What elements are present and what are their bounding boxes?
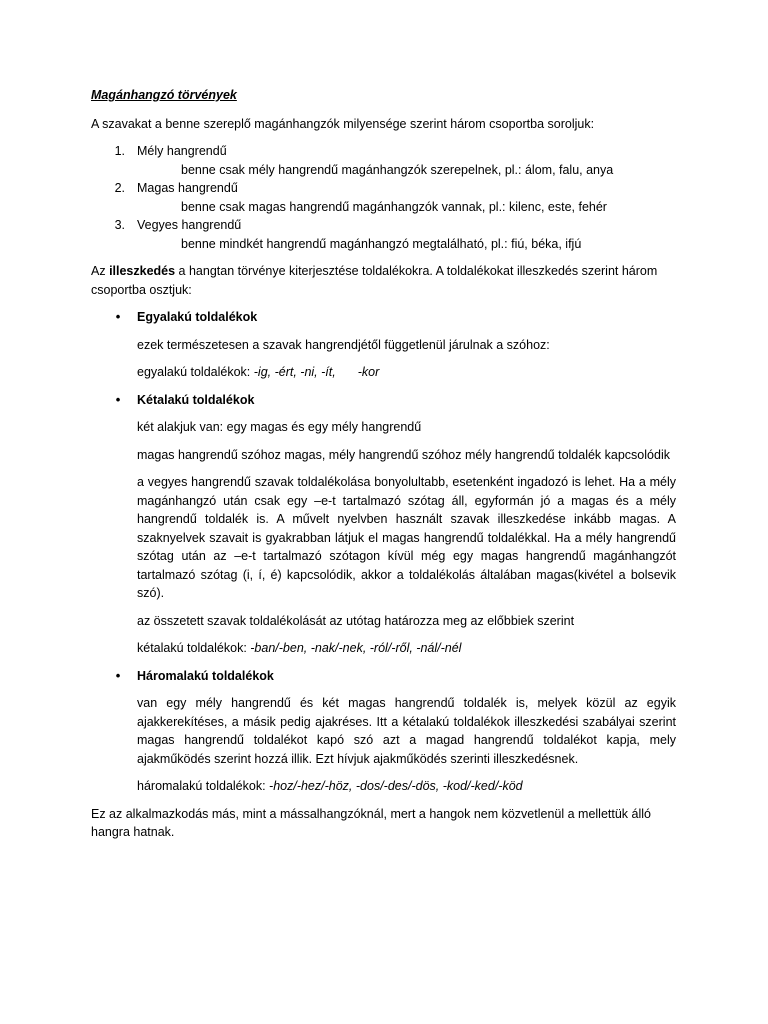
example-label: kétalakú toldalékok: [137,641,251,655]
example-suffixes: -ban/-ben, -nak/-nek, -ról/-ről, -nál/-nél [250,641,462,655]
list-item-description: benne csak mély hangrendű magánhangzók szerepelnek, pl.: álom, falu, anya [181,162,614,177]
illeszkedes-pre: Az [91,264,110,278]
section-heading [91,667,676,686]
ketalaku-example [91,639,676,658]
bullet-icon: • [115,309,121,324]
section-ketalaku [91,391,676,410]
list-item [91,216,676,253]
section-heading [91,308,676,327]
list-item-label: Magas hangrendű [137,181,238,195]
ketalaku-rule: magas hangrendű szóhoz magas, mély hangrendű szóhoz mély hangrendű toldalék kapcsolódik [137,447,670,462]
example-label: háromalakú toldalékok: [137,779,270,793]
section-heading-text: Egyalakú toldalékok [137,310,258,324]
list-item [91,142,676,179]
example-label: egyalakú toldalékok: [137,365,254,379]
example-suffixes-extra: -kor [357,365,380,379]
list-number: 2. [114,181,125,195]
section-heading-text: Háromalakú toldalékok [137,668,274,683]
ketalaku-compound-rule: az összetett szavak toldalékolását az utótag határozza meg az előbbiek szerint [137,613,575,628]
document-body [91,86,676,851]
list-item [91,179,676,216]
illeszkedes-paragraph [91,262,676,299]
numbered-list [91,142,676,253]
section-haromalaku [91,667,676,686]
egyalaku-example [91,363,676,382]
ketalaku-mixed-rule: a vegyes hangrendű szavak toldalékolása bonyolultabb, esetenként ingadozó is lehet. Ha a mély magánhangzó után csak egy –e-t tartalmazó szótag áll, egyformán jó a magas és a mély hangrendű toldalék is. A művelt nyelvben használt szavak illeszkedése inkább magas. A szaknyelvek szavait is gyakrabban látjuk el magas hangrendű toldalékkal. Ha a mély hangrendű szótag után az –e-t tartalmazó szótagon kívül még egy magas hangrendű magánhangzót tartalmazó szótag (i, í, é) kapcsolódik, akkor a toldalékolás általában magas(kivétel a bolsevik szó). [137,475,676,600]
closing-paragraph: Ez az alkalmazkodás más, mint a mássalhangzóknál, mert a hangok nem közvetlenül a mellettük álló hangra hatnak. [91,806,651,839]
illeszkedes-term: illeszkedés [109,264,176,278]
list-number: 1. [114,144,125,158]
bullet-icon: • [115,391,121,407]
list-item-description: benne mindkét hangrendű magánhangzó megtalálható, pl.: fiú, béka, ifjú [181,236,582,251]
list-item-label: Vegyes hangrendű [137,218,242,232]
haromalaku-description: van egy mély hangrendű és két magas hangrendű toldalék is, melyek közül az egyik ajakkerekítéses, a másik pedig ajakréses. Itt a kétalakú toldalékok illeszkedési szabályai szerint magas hangrendű toldalékot kapó szó azt a magad hangrendű toldalékot kapja, mely ajakműködés szerint hozzá illik. Ezt hívjuk ajakműködés szerinti illeszkedésnek. [137,696,676,766]
ketalaku-description: két alakjuk van: egy magas és egy mély hangrendű [137,420,422,434]
haromalaku-example [91,777,676,796]
illeszkedes-post: a hangtan törvénye kiterjesztése toldalékokra. A toldalékokat illeszkedés szerint három csoportba osztjuk: [91,264,658,297]
section-heading-text: Kétalakú toldalékok [137,392,255,407]
section-heading [91,391,676,410]
section-egyalaku [91,308,676,327]
list-item-label: Mély hangrendű [137,144,227,158]
egyalaku-description: ezek természetesen a szavak hangrendjétől függetlenül járulnak a szóhoz: [137,337,550,352]
list-number: 3. [114,218,125,232]
list-item-description: benne csak magas hangrendű magánhangzók vannak, pl.: kilenc, este, fehér [181,199,607,214]
example-suffixes: -hoz/-hez/-höz, -dos/-des/-dös, -kod/-ked/-köd [269,779,523,793]
bullet-icon: • [115,667,121,683]
document-title: Magánhangzó törvények [91,88,237,102]
intro-paragraph: A szavakat a benne szereplő magánhangzók milyensége szerint három csoportba soroljuk: [91,116,595,131]
example-suffixes: -ig, -ért, -ni, -ít, [253,365,336,379]
